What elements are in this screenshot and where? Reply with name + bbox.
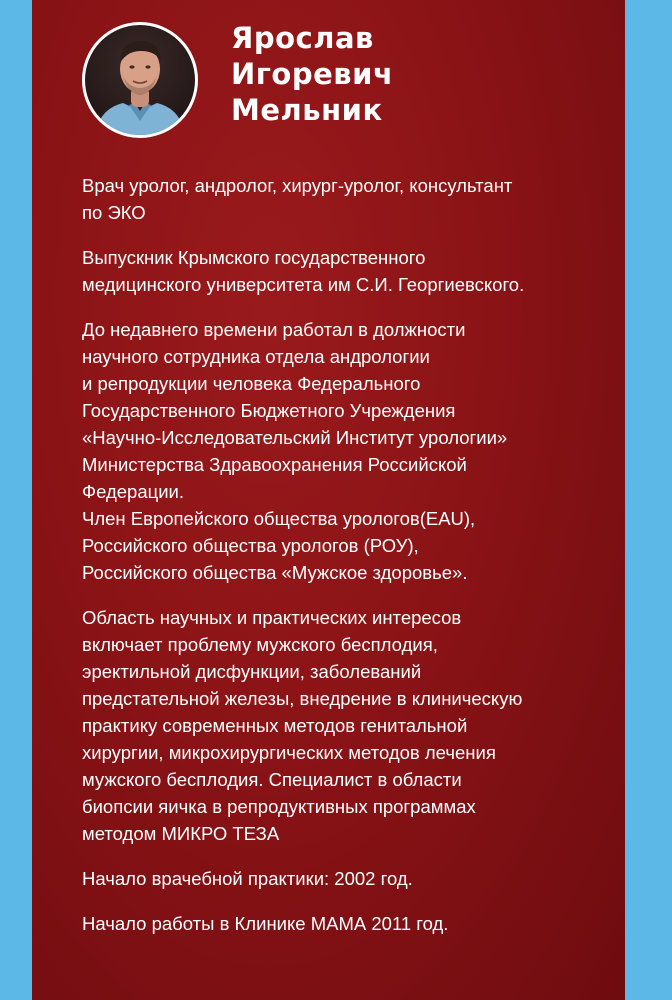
bio-line: предстательной железы, внедрение в клиническую [82,688,523,709]
bio-line: Врач уролог, андролог, хирург-уролог, консультант [82,175,513,196]
bio-interests [82,604,612,847]
bio-line: и репродукции человека Федерального [82,373,421,394]
doctor-last-name: Мельник [231,93,383,127]
bio-line: Член Европейского общества урологов(EAU), [82,508,476,529]
bio-line: мужского бесплодия. Специалист в области [82,769,462,790]
bio-line: Выпускник Крымского государственного [82,247,426,268]
doctor-profile-card [32,0,625,1000]
bio-line: хирургии, микрохирургических методов лечения [82,742,496,763]
bio-line: Федерации. [82,481,185,502]
bio-education [82,244,612,298]
bio-line: методом МИКРО ТЕЗА [82,823,280,844]
doctor-avatar [82,22,198,138]
bio-line: эректильной дисфункции, заболеваний [82,661,422,682]
bio-line: Область научных и практических интересов [82,607,462,628]
bio-clinic-start: Начало работы в Клинике МАМА 2011 год. [82,913,449,934]
bio-specialty [82,172,612,226]
bio-line: научного сотрудника отдела андрологии [82,346,430,367]
bio-line: Российского общества «Мужское здоровье». [82,562,468,583]
bio-line: Российского общества урологов (РОУ), [82,535,419,556]
doctor-portrait-icon [85,25,195,135]
bio-line: Государственного Бюджетного Учреждения [82,400,456,421]
bio-line: До недавнего времени работал в должности [82,319,466,340]
bio-career [82,316,612,586]
doctor-name [231,20,393,128]
bio-line: практику современных методов генитальной [82,715,468,736]
bio-line: по ЭКО [82,202,146,223]
doctor-bio [82,172,612,955]
bio-line: биопсии яичка в репродуктивных программах [82,796,476,817]
doctor-first-name: Ярослав [231,21,374,55]
bio-practice-start: Начало врачебной практики: 2002 год. [82,868,413,889]
bio-line: медицинского университета им С.И. Георгиевского. [82,274,525,295]
doctor-patronymic: Игоревич [231,57,394,91]
bio-line: Министерства Здравоохранения Российской [82,454,467,475]
bio-line: включает проблему мужского бесплодия, [82,634,438,655]
bio-line: «Научно-Исследовательский Институт урологии» [82,427,508,448]
